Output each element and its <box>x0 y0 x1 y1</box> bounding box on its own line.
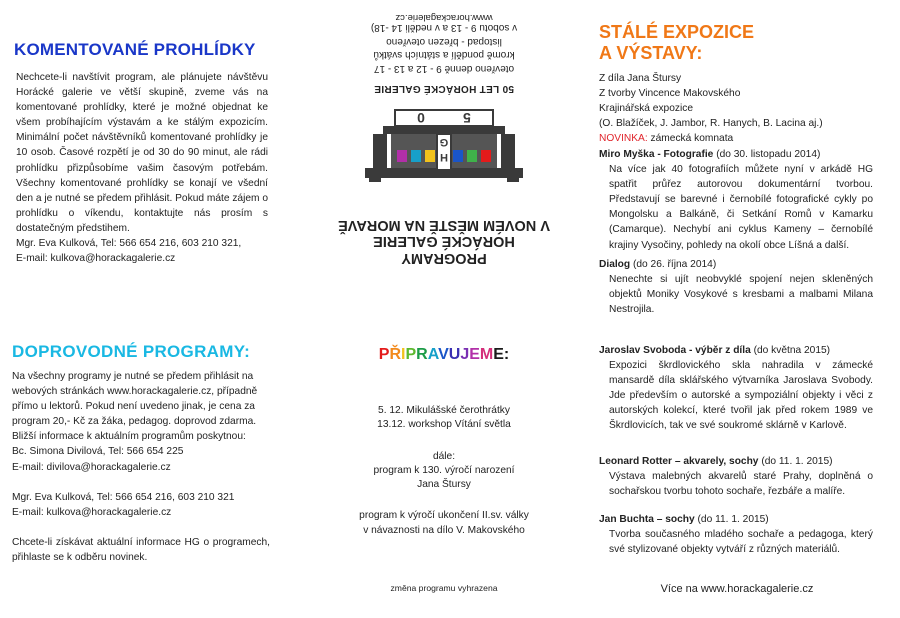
svg-text:5: 5 <box>463 110 471 126</box>
event-sturs-anniversary: program k 130. výročí narození <box>373 464 515 476</box>
event-more-label: dále: <box>432 450 456 462</box>
svg-text:H: H <box>440 151 448 163</box>
heading-letter: E <box>469 346 480 363</box>
exhibition-body: Nenechte si ujít neobvyklé spojení nejen skleněných objektů Moniky Vosykové s kresbami a malbami Milana Nestrojila. <box>609 274 873 316</box>
heading-letter: J <box>460 346 470 363</box>
expo-krajinarska-authors: (O. Blažíček, J. Jambor, R. Hanych, B. Lacina aj.) <box>599 118 823 130</box>
exhibition-date: (do května 2015) <box>753 345 831 356</box>
exhibition-svoboda <box>599 343 873 434</box>
exhibition-title: Jan Buchta – sochy <box>599 514 695 525</box>
expozice-heading-line2: A VÝSTAVY: <box>599 43 703 63</box>
event-sturs-name: Jana Štursy <box>417 479 471 491</box>
event-mikulas: 5. 12. Mikulášské čerothrátky <box>378 405 510 416</box>
exhibition-body: Výstava malebných akvarelů staré Prahy, doplněná o sochařskou tvorbu tohoto sochaře, řezbáře a malíře. <box>609 471 873 498</box>
contact-kulkova-name: Mgr. Eva Kulková, Tel: 566 654 216, 603 210 321 <box>12 491 235 503</box>
doprovodne-info: Bližší informace k aktuálním programům poskytnou: <box>12 431 246 443</box>
exhibition-body: Na více jak 40 fotografiích můžete nyní v arkádě HG spatřit průřez autorovou dokumentární tvorbou. Představují se barevné i černobílé fotografické cykly po Mongolsku a Balkáně, či Setkání Romů v Kamarku (Camarque). Nechybí ani cyklus Kameny – černobílé krajiny Vysočiny, pohledy na okolí obce Líšná a další. <box>609 164 873 251</box>
heading-letter: V <box>438 346 449 363</box>
expo-novinka <box>599 131 869 146</box>
exhibition-date: (do 26. října 2014) <box>632 259 717 270</box>
exhibition-body: Expozici škrdlovického skla nahradila v zámecké mansardě díla sklářského výtvarníka Jaroslava Svobody. Jde především o autorské a sympoziální objekty i věci z autorských kolekcí, které tvořil jak před rokem 1989 ve Škrdlovicích, tak ve své soukromé sklárně v Karlově. <box>609 360 873 432</box>
exhibition-rotter <box>599 454 873 499</box>
event-makovsky: v návaznosti na dílo V. Makovského <box>363 524 525 536</box>
cover-title-line3: V NOVÉM MĚSTĚ NA MORAVĚ <box>338 217 550 233</box>
expo-krajinarska: Krajinářská expozice <box>599 103 693 115</box>
heading-letter: U <box>448 346 461 363</box>
doprovodne-heading: DOPROVODNÉ PROGRAMY: <box>12 342 251 361</box>
program-change-note: změna programu vyhrazena <box>390 583 498 593</box>
cover-title-line1: PROGRAMY <box>401 250 487 266</box>
svg-text:G: G <box>439 136 449 148</box>
opening-hours-line1: otevřeno denně 9 - 12 a 13 - 17 <box>373 63 515 74</box>
cover-title-line2: HORÁCKÉ GALERIE <box>373 233 515 250</box>
opening-hours-line4: v sobotu 9 - 13 a v neděli 14 -18) <box>370 22 518 34</box>
event-workshop: 13.12. workshop Vítání světla <box>377 419 511 431</box>
exhibition-myska <box>599 147 873 253</box>
komentovane-contact-email: E-mail: kulkova@horackagalerie.cz <box>16 253 176 265</box>
komentovane-section <box>16 70 268 266</box>
heading-letter: : <box>503 346 510 363</box>
komentovane-heading: KOMENTOVANÉ PROHLÍDKY <box>14 40 256 59</box>
doprovodne-body: Na všechny programy je nutné se předem přihlásit na webových stránkách www.horackagalerie.cz, případně přímo u lektorů. Pokud není uvedeno jinak, je cena za program 20,- Kč za žáka, pedagog. doprovod zdarma. <box>12 371 258 428</box>
exhibition-title: Leonard Rotter – akvarely, sochy <box>599 456 759 467</box>
expo-makovsky: Z tvorby Vincence Makovského <box>599 88 741 100</box>
contact-divilova-email: E-mail: divilova@horackagalerie.cz <box>12 461 171 473</box>
exhibition-buchta <box>599 512 873 557</box>
exhibition-date: (do 11. 1. 2015) <box>761 456 833 467</box>
stale-expozice-list <box>599 71 869 146</box>
pripravujeme-list <box>298 404 590 538</box>
exhibition-title: Miro Myška - Fotografie <box>599 149 714 160</box>
cover-panel <box>298 8 590 280</box>
exhibition-dialog <box>599 257 873 317</box>
gallery-building-icon <box>363 98 525 184</box>
expozice-heading-line1: STÁLÉ EXPOZICE <box>599 22 755 42</box>
novinka-label: NOVINKA: <box>599 133 648 145</box>
newsletter-note: Chcete-li získávat aktuální informace HG o programech, přihlaste se k odběru novinek. <box>12 536 270 563</box>
novinka-text: zámecká komnata <box>650 133 734 145</box>
gallery-logo <box>363 98 525 184</box>
cover-web-link[interactable]: www.horackagalerie.cz <box>395 12 493 23</box>
event-war-end: program k výročí ukončení II.sv. války <box>359 510 529 522</box>
heading-letter: P <box>378 346 390 363</box>
heading-letter: M <box>479 346 494 363</box>
exhibition-date: (do 30. listopadu 2014) <box>716 149 821 160</box>
anniversary-label: 50 LET HORÁCKÉ GALERIE <box>374 83 514 94</box>
heading-letter: P <box>405 346 417 363</box>
pripravujeme-heading <box>298 346 590 364</box>
heading-letter: A <box>427 346 439 363</box>
expozice-heading <box>599 22 879 64</box>
heading-letter: R <box>416 346 428 363</box>
exhibition-body: Tvorba současného mladého sochaře a pedagoga, který své stylizované objekty vytváří z různých materiálů. <box>609 529 873 556</box>
opening-hours-line3: listopad - březen otevřeno <box>386 36 502 47</box>
heading-letter: I <box>401 346 406 363</box>
exhibition-date: (do 11. 1. 2015) <box>697 514 769 525</box>
doprovodne-section <box>12 369 270 565</box>
heading-letter: E <box>493 346 504 363</box>
svg-text:0: 0 <box>417 110 425 126</box>
expo-sturs: Z díla Jana Štursy <box>599 73 682 84</box>
komentovane-body: Nechcete-li navštívit program, ale plánujete návštěvu Horácké galerie ve větší skupině, zveme vás na komentované prohlídky, které je možné objednat ke všem probíhajícím výstavám a ke stálým expozicím. Minimální počet návštěvníků komentované prohlídky je 10 osob. Časové rozpětí je od 30 do 90 minut, ale rádi prohlídku přizpůsobíme vašim časovým potřebám. Všechny komentované prohlídky se konají ve všední den a je nutné se předem přihlásit. Pokud máte zájem o prohlídku o víkendu, kontaktujte nás prosím s dostatečným předstihem. <box>16 72 269 234</box>
opening-hours-line2: kromě pondělí a státních svátků <box>373 49 515 61</box>
heading-letter: Ř <box>389 346 402 363</box>
footer-web-link[interactable]: Více na www.horackagalerie.cz <box>660 583 814 595</box>
contact-divilova-name: Bc. Simona Divilová, Tel: 566 654 225 <box>12 446 184 458</box>
komentovane-contact-name: Mgr. Eva Kulková, Tel: 566 654 216, 603 210 321, <box>16 238 242 250</box>
exhibition-title: Dialog <box>599 259 631 270</box>
exhibition-title: Jaroslav Svoboda - výběr z díla <box>599 345 751 356</box>
contact-kulkova-email: E-mail: kulkova@horackagalerie.cz <box>12 506 172 518</box>
